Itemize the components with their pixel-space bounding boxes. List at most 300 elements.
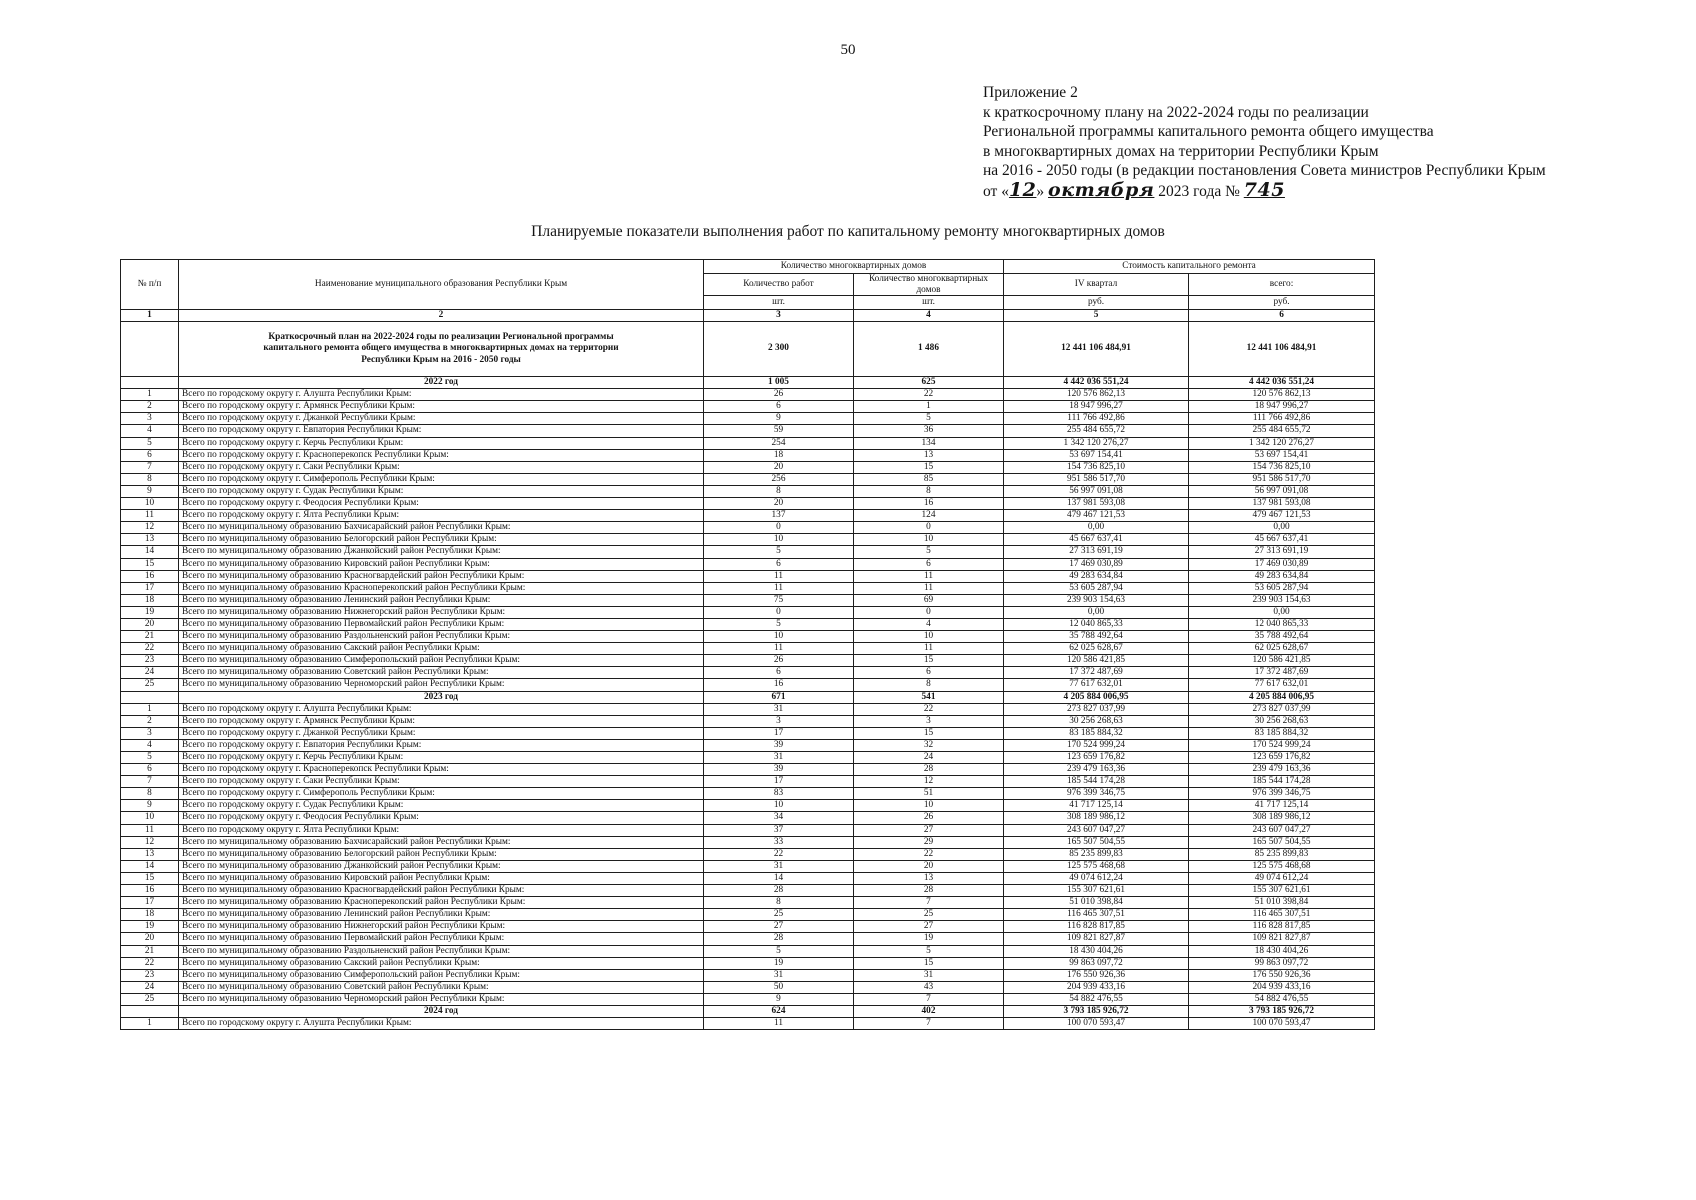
cell-works: 10 bbox=[704, 631, 854, 643]
cell-name: Всего по городскому округу г. Симферополь Республики Крым: bbox=[179, 788, 704, 800]
cell-houses: 3 bbox=[854, 715, 1004, 727]
cell-q4: 154 736 825,10 bbox=[1004, 461, 1189, 473]
cell-total: 120 576 862,13 bbox=[1189, 389, 1375, 401]
table-row bbox=[121, 473, 1375, 485]
cell-works: 0 bbox=[704, 522, 854, 534]
table-row bbox=[121, 413, 1375, 425]
appendix-line: в многоквартирных домах на территории Республики Крым bbox=[983, 142, 1379, 160]
cell-works: 75 bbox=[704, 594, 854, 606]
cell-name: Всего по городскому округу г. Саки Республики Крым: bbox=[179, 776, 704, 788]
summary-total: 12 441 106 484,91 bbox=[1189, 322, 1375, 377]
cell-name: Всего по муниципальному образованию Красноперекопский район Республики Крым: bbox=[179, 582, 704, 594]
summary-row bbox=[121, 322, 1375, 377]
appendix-line: Приложение 2 bbox=[983, 84, 1078, 101]
cell-q4: 255 484 655,72 bbox=[1004, 425, 1189, 437]
cell-total: 27 313 691,19 bbox=[1189, 546, 1375, 558]
cell-works: 27 bbox=[704, 921, 854, 933]
cell-num: 14 bbox=[121, 860, 179, 872]
column-number-row bbox=[121, 310, 1375, 322]
cell-total: 56 997 091,08 bbox=[1189, 485, 1375, 497]
cell-total: 4 205 884 006,95 bbox=[1189, 691, 1375, 703]
cell-total: 120 586 421,85 bbox=[1189, 655, 1375, 667]
header-works: Количество работ bbox=[704, 274, 854, 296]
cell-q4: 56 997 091,08 bbox=[1004, 485, 1189, 497]
cell-works: 26 bbox=[704, 655, 854, 667]
cell-name: Всего по муниципальному образованию Красногвардейский район Республики Крым: bbox=[179, 570, 704, 582]
cell-total: 239 903 154,63 bbox=[1189, 594, 1375, 606]
table-row bbox=[121, 764, 1375, 776]
table-row bbox=[121, 679, 1375, 691]
cell-houses: 7 bbox=[854, 897, 1004, 909]
cell-q4: 243 607 047,27 bbox=[1004, 824, 1189, 836]
cell-total: 62 025 628,67 bbox=[1189, 643, 1375, 655]
cell-q4: 30 256 268,63 bbox=[1004, 715, 1189, 727]
cell-total: 165 507 504,55 bbox=[1189, 836, 1375, 848]
cell-total: 53 605 287,94 bbox=[1189, 582, 1375, 594]
cell-name: Всего по городскому округу г. Судак Республики Крым: bbox=[179, 485, 704, 497]
table-row bbox=[121, 921, 1375, 933]
header-group-cost: Стоимость капитального ремонта bbox=[1004, 260, 1375, 274]
unit-pcs: шт. bbox=[704, 296, 854, 310]
cell-name: Всего по городскому округу г. Алушта Республики Крым: bbox=[179, 389, 704, 401]
cell-total: 951 586 517,70 bbox=[1189, 473, 1375, 485]
cell-works: 28 bbox=[704, 885, 854, 897]
cell-q4: 125 575 468,68 bbox=[1004, 860, 1189, 872]
cell-total: 77 617 632,01 bbox=[1189, 679, 1375, 691]
cell-q4: 976 399 346,75 bbox=[1004, 788, 1189, 800]
cell-houses: 5 bbox=[854, 546, 1004, 558]
cell-total: 255 484 655,72 bbox=[1189, 425, 1375, 437]
cell-q4: 0,00 bbox=[1004, 522, 1189, 534]
cell-num bbox=[121, 1005, 179, 1017]
cell-total: 116 465 307,51 bbox=[1189, 909, 1375, 921]
table-row bbox=[121, 860, 1375, 872]
cell-num: 1 bbox=[121, 703, 179, 715]
cell-num: 5 bbox=[121, 437, 179, 449]
plan-table-body bbox=[121, 260, 1375, 1030]
cell-works: 10 bbox=[704, 534, 854, 546]
unit-pcs: шт. bbox=[854, 296, 1004, 310]
cell-works: 39 bbox=[704, 764, 854, 776]
cell-total: 12 040 865,33 bbox=[1189, 618, 1375, 630]
cell-works: 8 bbox=[704, 485, 854, 497]
cell-q4: 116 465 307,51 bbox=[1004, 909, 1189, 921]
cell-houses: 8 bbox=[854, 485, 1004, 497]
cell-name: Всего по городскому округу г. Алушта Республики Крым: bbox=[179, 703, 704, 715]
cell-num: 8 bbox=[121, 788, 179, 800]
year-total-row bbox=[121, 377, 1375, 389]
cell-name: Всего по муниципальному образованию Джанкойский район Республики Крым: bbox=[179, 546, 704, 558]
appendix-line: на 2016 - 2050 годы (в редакции постановления Совета министров Республики Крым bbox=[983, 162, 1546, 180]
cell-name: Всего по городскому округу г. Красноперекопск Республики Крым: bbox=[179, 449, 704, 461]
cell-works: 34 bbox=[704, 812, 854, 824]
cell-name: Всего по городскому округу г. Ялта Республики Крым: bbox=[179, 510, 704, 522]
cell-num: 8 bbox=[121, 473, 179, 485]
cell-works: 9 bbox=[704, 993, 854, 1005]
cell-houses: 16 bbox=[854, 498, 1004, 510]
cell-houses: 29 bbox=[854, 836, 1004, 848]
cell-houses: 0 bbox=[854, 522, 1004, 534]
table-row bbox=[121, 461, 1375, 473]
cell-works: 83 bbox=[704, 788, 854, 800]
cell-q4: 116 828 817,85 bbox=[1004, 921, 1189, 933]
cell-total: 17 469 030,89 bbox=[1189, 558, 1375, 570]
table-row bbox=[121, 703, 1375, 715]
summary-num bbox=[121, 322, 179, 377]
cell-num: 25 bbox=[121, 993, 179, 1005]
cell-num: 12 bbox=[121, 836, 179, 848]
table-row bbox=[121, 836, 1375, 848]
cell-works: 6 bbox=[704, 558, 854, 570]
table-row bbox=[121, 667, 1375, 679]
cell-total: 239 479 163,36 bbox=[1189, 764, 1375, 776]
cell-total: 0,00 bbox=[1189, 606, 1375, 618]
cell-name: Всего по муниципальному образованию Раздольненский район Республики Крым: bbox=[179, 631, 704, 643]
cell-total: 85 235 899,83 bbox=[1189, 848, 1375, 860]
cell-q4: 239 903 154,63 bbox=[1004, 594, 1189, 606]
table-row bbox=[121, 522, 1375, 534]
cell-q4: 155 307 621,61 bbox=[1004, 885, 1189, 897]
cell-q4: 273 827 037,99 bbox=[1004, 703, 1189, 715]
column-number: 1 bbox=[121, 310, 179, 322]
cell-name: 2024 год bbox=[179, 1005, 704, 1017]
table-row bbox=[121, 401, 1375, 413]
cell-works: 31 bbox=[704, 752, 854, 764]
cell-num: 19 bbox=[121, 606, 179, 618]
cell-works: 31 bbox=[704, 703, 854, 715]
cell-q4: 53 605 287,94 bbox=[1004, 582, 1189, 594]
header-row bbox=[121, 260, 1375, 274]
cell-num: 7 bbox=[121, 461, 179, 473]
cell-total: 123 659 176,82 bbox=[1189, 752, 1375, 764]
summary-name: Краткосрочный план на 2022-2024 годы по реализации Региональной программы капитального ремонта общего имущества в многоквартирных домах на территории Республики Крым на 2016 - 2050 годы bbox=[179, 322, 704, 377]
cell-q4: 49 074 612,24 bbox=[1004, 872, 1189, 884]
cell-q4: 18 430 404,26 bbox=[1004, 945, 1189, 957]
cell-q4: 83 185 884,32 bbox=[1004, 727, 1189, 739]
cell-num: 21 bbox=[121, 945, 179, 957]
cell-name: Всего по городскому округу г. Саки Республики Крым: bbox=[179, 461, 704, 473]
cell-works: 11 bbox=[704, 570, 854, 582]
table-row bbox=[121, 425, 1375, 437]
handwritten-decree-number: 745 bbox=[1243, 178, 1285, 201]
cell-works: 16 bbox=[704, 679, 854, 691]
cell-total: 49 074 612,24 bbox=[1189, 872, 1375, 884]
cell-houses: 10 bbox=[854, 534, 1004, 546]
cell-houses: 27 bbox=[854, 921, 1004, 933]
cell-num bbox=[121, 377, 179, 389]
cell-houses: 402 bbox=[854, 1005, 1004, 1017]
year-total-row bbox=[121, 691, 1375, 703]
cell-houses: 26 bbox=[854, 812, 1004, 824]
cell-name: Всего по городскому округу г. Симферополь Республики Крым: bbox=[179, 473, 704, 485]
cell-name: Всего по городскому округу г. Керчь Республики Крым: bbox=[179, 752, 704, 764]
cell-houses: 1 bbox=[854, 401, 1004, 413]
cell-houses: 6 bbox=[854, 667, 1004, 679]
cell-q4: 951 586 517,70 bbox=[1004, 473, 1189, 485]
cell-num: 6 bbox=[121, 764, 179, 776]
cell-q4: 54 882 476,55 bbox=[1004, 993, 1189, 1005]
cell-num: 22 bbox=[121, 643, 179, 655]
cell-q4: 85 235 899,83 bbox=[1004, 848, 1189, 860]
cell-houses: 85 bbox=[854, 473, 1004, 485]
cell-name: Всего по муниципальному образованию Ленинский район Республики Крым: bbox=[179, 594, 704, 606]
column-number: 4 bbox=[854, 310, 1004, 322]
document-title: Планируемые показатели выполнения работ по капитальному ремонту многоквартирных домов bbox=[531, 223, 1165, 240]
appendix-line: Региональной программы капитального ремонта общего имущества bbox=[983, 123, 1434, 141]
cell-num: 3 bbox=[121, 727, 179, 739]
cell-num: 22 bbox=[121, 957, 179, 969]
table-row bbox=[121, 655, 1375, 667]
cell-name: 2023 год bbox=[179, 691, 704, 703]
summary-works: 2 300 bbox=[704, 322, 854, 377]
header-houses: Количество многоквартирных домов bbox=[854, 274, 1004, 296]
year-total-row bbox=[121, 1005, 1375, 1017]
cell-name: Всего по муниципальному образованию Раздольненский район Республики Крым: bbox=[179, 945, 704, 957]
cell-name: Всего по городскому округу г. Феодосия Республики Крым: bbox=[179, 498, 704, 510]
summary-houses: 1 486 bbox=[854, 322, 1004, 377]
cell-name: Всего по муниципальному образованию Ленинский район Республики Крым: bbox=[179, 909, 704, 921]
cell-houses: 22 bbox=[854, 848, 1004, 860]
cell-num: 23 bbox=[121, 969, 179, 981]
cell-houses: 15 bbox=[854, 957, 1004, 969]
cell-q4: 41 717 125,14 bbox=[1004, 800, 1189, 812]
cell-name: Всего по городскому округу г. Евпатория Республики Крым: bbox=[179, 425, 704, 437]
cell-q4: 12 040 865,33 bbox=[1004, 618, 1189, 630]
table-row bbox=[121, 618, 1375, 630]
table-row bbox=[121, 752, 1375, 764]
table-row bbox=[121, 969, 1375, 981]
cell-houses: 6 bbox=[854, 558, 1004, 570]
cell-name: Всего по муниципальному образованию Красноперекопский район Республики Крым: bbox=[179, 897, 704, 909]
cell-name: Всего по муниципальному образованию Бахчисарайский район Республики Крым: bbox=[179, 836, 704, 848]
cell-works: 9 bbox=[704, 413, 854, 425]
cell-num: 11 bbox=[121, 824, 179, 836]
cell-name: Всего по муниципальному образованию Черноморский район Республики Крым: bbox=[179, 993, 704, 1005]
cell-q4: 77 617 632,01 bbox=[1004, 679, 1189, 691]
cell-num: 16 bbox=[121, 570, 179, 582]
cell-name: Всего по городскому округу г. Керчь Республики Крым: bbox=[179, 437, 704, 449]
date-prefix: от « bbox=[983, 182, 1009, 200]
cell-q4: 53 697 154,41 bbox=[1004, 449, 1189, 461]
cell-q4: 99 863 097,72 bbox=[1004, 957, 1189, 969]
cell-works: 11 bbox=[704, 1018, 854, 1030]
cell-q4: 51 010 398,84 bbox=[1004, 897, 1189, 909]
cell-q4: 4 442 036 551,24 bbox=[1004, 377, 1189, 389]
cell-name: Всего по городскому округу г. Джанкой Республики Крым: bbox=[179, 413, 704, 425]
table-row bbox=[121, 727, 1375, 739]
cell-houses: 5 bbox=[854, 413, 1004, 425]
cell-total: 35 788 492,64 bbox=[1189, 631, 1375, 643]
table-row bbox=[121, 437, 1375, 449]
table-row bbox=[121, 606, 1375, 618]
cell-q4: 109 821 827,87 bbox=[1004, 933, 1189, 945]
cell-houses: 5 bbox=[854, 945, 1004, 957]
table-row bbox=[121, 546, 1375, 558]
cell-houses: 15 bbox=[854, 727, 1004, 739]
cell-num: 16 bbox=[121, 885, 179, 897]
table-row bbox=[121, 558, 1375, 570]
cell-total: 17 372 487,69 bbox=[1189, 667, 1375, 679]
cell-num: 12 bbox=[121, 522, 179, 534]
cell-works: 37 bbox=[704, 824, 854, 836]
cell-works: 20 bbox=[704, 461, 854, 473]
cell-houses: 541 bbox=[854, 691, 1004, 703]
cell-works: 14 bbox=[704, 872, 854, 884]
table-row bbox=[121, 933, 1375, 945]
table-row bbox=[121, 389, 1375, 401]
cell-total: 4 442 036 551,24 bbox=[1189, 377, 1375, 389]
cell-houses: 15 bbox=[854, 461, 1004, 473]
table-row bbox=[121, 582, 1375, 594]
cell-q4: 239 479 163,36 bbox=[1004, 764, 1189, 776]
cell-total: 170 524 999,24 bbox=[1189, 739, 1375, 751]
table-row bbox=[121, 800, 1375, 812]
cell-num: 11 bbox=[121, 510, 179, 522]
cell-works: 26 bbox=[704, 389, 854, 401]
cell-num: 24 bbox=[121, 981, 179, 993]
unit-rub: руб. bbox=[1004, 296, 1189, 310]
cell-name: Всего по муниципальному образованию Нижнегорский район Республики Крым: bbox=[179, 606, 704, 618]
cell-num: 3 bbox=[121, 413, 179, 425]
cell-name: Всего по муниципальному образованию Джанкойский район Республики Крым: bbox=[179, 860, 704, 872]
cell-total: 3 793 185 926,72 bbox=[1189, 1005, 1375, 1017]
cell-q4: 170 524 999,24 bbox=[1004, 739, 1189, 751]
cell-num: 4 bbox=[121, 739, 179, 751]
table-row bbox=[121, 909, 1375, 921]
date-mid: » bbox=[1036, 182, 1045, 200]
cell-total: 41 717 125,14 bbox=[1189, 800, 1375, 812]
cell-works: 25 bbox=[704, 909, 854, 921]
cell-name: Всего по муниципальному образованию Нижнегорский район Республики Крым: bbox=[179, 921, 704, 933]
cell-works: 50 bbox=[704, 981, 854, 993]
cell-num: 13 bbox=[121, 848, 179, 860]
cell-works: 39 bbox=[704, 739, 854, 751]
cell-houses: 10 bbox=[854, 800, 1004, 812]
cell-num: 23 bbox=[121, 655, 179, 667]
cell-houses: 11 bbox=[854, 643, 1004, 655]
table-row bbox=[121, 897, 1375, 909]
cell-num: 20 bbox=[121, 933, 179, 945]
table-row bbox=[121, 885, 1375, 897]
cell-houses: 134 bbox=[854, 437, 1004, 449]
cell-num: 15 bbox=[121, 872, 179, 884]
table-row bbox=[121, 449, 1375, 461]
cell-total: 53 697 154,41 bbox=[1189, 449, 1375, 461]
cell-houses: 8 bbox=[854, 679, 1004, 691]
cell-total: 100 070 593,47 bbox=[1189, 1018, 1375, 1030]
unit-rub: руб. bbox=[1189, 296, 1375, 310]
table-row bbox=[121, 570, 1375, 582]
cell-num: 1 bbox=[121, 1018, 179, 1030]
table-row bbox=[121, 872, 1375, 884]
cell-houses: 20 bbox=[854, 860, 1004, 872]
cell-name: Всего по муниципальному образованию Бахчисарайский район Республики Крым: bbox=[179, 522, 704, 534]
cell-name: Всего по муниципальному образованию Белогорский район Республики Крым: bbox=[179, 848, 704, 860]
cell-total: 155 307 621,61 bbox=[1189, 885, 1375, 897]
cell-houses: 24 bbox=[854, 752, 1004, 764]
table-row bbox=[121, 1018, 1375, 1030]
cell-works: 5 bbox=[704, 546, 854, 558]
cell-name: Всего по городскому округу г. Алушта Республики Крым: bbox=[179, 1018, 704, 1030]
cell-q4: 120 586 421,85 bbox=[1004, 655, 1189, 667]
table-row bbox=[121, 788, 1375, 800]
handwritten-day: 12 bbox=[1008, 178, 1037, 201]
cell-houses: 25 bbox=[854, 909, 1004, 921]
cell-total: 479 467 121,53 bbox=[1189, 510, 1375, 522]
cell-houses: 7 bbox=[854, 993, 1004, 1005]
cell-num: 10 bbox=[121, 498, 179, 510]
cell-name: Всего по муниципальному образованию Сакский район Республики Крым: bbox=[179, 643, 704, 655]
cell-name: Всего по муниципальному образованию Сакский район Республики Крым: bbox=[179, 957, 704, 969]
cell-houses: 69 bbox=[854, 594, 1004, 606]
cell-houses: 124 bbox=[854, 510, 1004, 522]
table-row bbox=[121, 715, 1375, 727]
plan-table bbox=[120, 259, 1375, 1030]
cell-name: Всего по городскому округу г. Красноперекопск Республики Крым: bbox=[179, 764, 704, 776]
cell-q4: 120 576 862,13 bbox=[1004, 389, 1189, 401]
cell-q4: 176 550 926,36 bbox=[1004, 969, 1189, 981]
cell-q4: 17 469 030,89 bbox=[1004, 558, 1189, 570]
cell-name: Всего по муниципальному образованию Советский район Республики Крым: bbox=[179, 667, 704, 679]
cell-houses: 28 bbox=[854, 764, 1004, 776]
cell-name: Всего по муниципальному образованию Первомайский район Республики Крым: bbox=[179, 933, 704, 945]
handwritten-month: октября bbox=[1048, 178, 1155, 201]
cell-num: 2 bbox=[121, 715, 179, 727]
cell-total: 185 544 174,28 bbox=[1189, 776, 1375, 788]
cell-name: Всего по муниципальному образованию Симферопольский район Республики Крым: bbox=[179, 655, 704, 667]
cell-total: 51 010 398,84 bbox=[1189, 897, 1375, 909]
cell-num: 14 bbox=[121, 546, 179, 558]
cell-works: 18 bbox=[704, 449, 854, 461]
cell-works: 3 bbox=[704, 715, 854, 727]
cell-total: 176 550 926,36 bbox=[1189, 969, 1375, 981]
cell-q4: 111 766 492,86 bbox=[1004, 413, 1189, 425]
cell-works: 28 bbox=[704, 933, 854, 945]
cell-works: 6 bbox=[704, 667, 854, 679]
cell-houses: 31 bbox=[854, 969, 1004, 981]
cell-q4: 0,00 bbox=[1004, 606, 1189, 618]
cell-q4: 49 283 634,84 bbox=[1004, 570, 1189, 582]
cell-houses: 0 bbox=[854, 606, 1004, 618]
cell-q4: 45 667 637,41 bbox=[1004, 534, 1189, 546]
cell-num: 25 bbox=[121, 679, 179, 691]
summary-q4: 12 441 106 484,91 bbox=[1004, 322, 1189, 377]
cell-name: Всего по городскому округу г. Евпатория Республики Крым: bbox=[179, 739, 704, 751]
cell-num: 18 bbox=[121, 594, 179, 606]
cell-num: 5 bbox=[121, 752, 179, 764]
cell-q4: 123 659 176,82 bbox=[1004, 752, 1189, 764]
cell-q4: 1 342 120 276,27 bbox=[1004, 437, 1189, 449]
table-row bbox=[121, 485, 1375, 497]
cell-num bbox=[121, 691, 179, 703]
cell-works: 22 bbox=[704, 848, 854, 860]
cell-name: 2022 год bbox=[179, 377, 704, 389]
appendix-line: к краткосрочному плану на 2022-2024 годы по реализации bbox=[983, 103, 1369, 121]
cell-works: 137 bbox=[704, 510, 854, 522]
cell-q4: 479 467 121,53 bbox=[1004, 510, 1189, 522]
column-number: 6 bbox=[1189, 310, 1375, 322]
header-group-count: Количество многоквартирных домов bbox=[704, 260, 1004, 274]
cell-total: 18 947 996,27 bbox=[1189, 401, 1375, 413]
cell-works: 8 bbox=[704, 897, 854, 909]
cell-q4: 185 544 174,28 bbox=[1004, 776, 1189, 788]
cell-q4: 308 189 986,12 bbox=[1004, 812, 1189, 824]
cell-works: 671 bbox=[704, 691, 854, 703]
cell-num: 9 bbox=[121, 485, 179, 497]
header-num: № п/п bbox=[121, 260, 179, 310]
cell-total: 308 189 986,12 bbox=[1189, 812, 1375, 824]
cell-total: 1 342 120 276,27 bbox=[1189, 437, 1375, 449]
